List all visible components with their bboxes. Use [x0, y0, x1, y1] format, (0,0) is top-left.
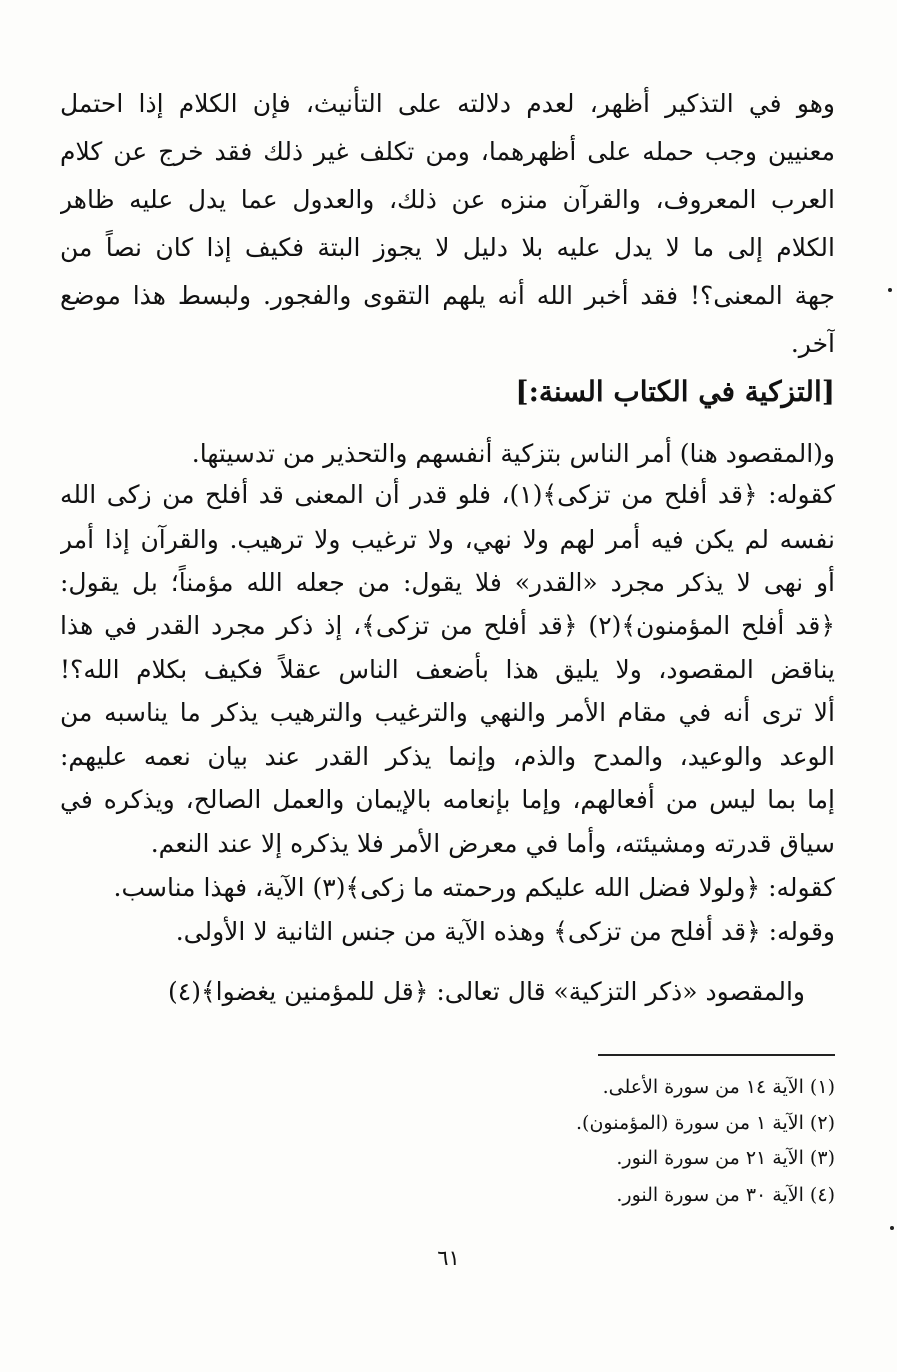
- text-line: كقوله: ﴿ولولا فضل الله عليكم ورحمته ما زكى﴾(٣) الآية، فهذا مناسب.: [113, 873, 835, 902]
- scan-speck: [888, 288, 892, 292]
- text-line: الكلام إلى ما لا يدل عليه بلا دليل لا يجوز البتة فكيف إذا كان نصاً من: [60, 233, 835, 262]
- footnote-separator: [598, 1054, 835, 1056]
- text-line: سياق قدرته ومشيئته، وأما في معرض الأمر فلا يذكره إلا عند النعم.: [150, 829, 835, 858]
- text-line: آخر.: [790, 329, 835, 358]
- footnote: (١) الآية ١٤ من سورة الأعلى.: [602, 1076, 835, 1098]
- text-line: معنيين وجب حمله على أظهرهما، ومن تكلف غير ذلك فقد خرج عن كلام: [60, 137, 835, 166]
- text-line: إما بما ليس من أفعالهم، وإما بإنعامه بالإيمان والعمل الصالح، ويذكره في: [60, 785, 835, 814]
- text-line: و(المقصود هنا) أمر الناس بتزكية أنفسهم والتحذير من تدسيتها.: [191, 439, 835, 468]
- scan-speck: [890, 1226, 894, 1230]
- footnote: (٣) الآية ٢١ من سورة النور.: [616, 1147, 835, 1169]
- text-line: أو نهى لا يذكر مجرد «القدر» فلا يقول: من جعله الله مؤمناً؛ بل يقول:: [60, 568, 835, 597]
- footnote: (٢) الآية ١ من سورة (المؤمنون).: [576, 1112, 835, 1134]
- text-line: يناقض المقصود، ولا يليق هذا بأضعف الناس عقلاً فكيف بكلام الله؟!: [60, 655, 835, 684]
- text-line: كقوله: ﴿قد أفلح من تزكى﴾(١)، فلو قدر أن المعنى قد أفلح من زكى الله: [60, 480, 835, 509]
- text-line: الوعد والوعيد، والمدح والذم، وإنما يذكر القدر عند بيان نعمه عليهم:: [60, 742, 835, 771]
- text-line: جهة المعنى؟! فقد أخبر الله أنه يلهم التقوى والفجور. ولبسط هذا موضع: [60, 281, 835, 310]
- text-line: وقوله: ﴿قد أفلح من تزكى﴾ وهذه الآية من جنس الثانية لا الأولى.: [175, 917, 835, 946]
- text-line: والمقصود «ذكر التزكية» قال تعالى: ﴿قل للمؤمنين يغضوا﴾(٤): [168, 977, 805, 1006]
- footnote: (٤) الآية ٣٠ من سورة النور.: [616, 1184, 835, 1206]
- section-heading: [التزكية في الكتاب السنة:]: [515, 375, 835, 408]
- text-line: نفسه لم يكن فيه أمر لهم ولا نهي، ولا ترغيب ولا ترهيب. والقرآن إذا أمر: [60, 525, 835, 554]
- text-line: العرب المعروف، والقرآن منزه عن ذلك، والعدول عما يدل عليه ظاهر: [60, 185, 835, 214]
- text-line: وهو في التذكير أظهر، لعدم دلالته على التأنيث، فإن الكلام إذا احتمل: [60, 89, 835, 118]
- page-number: ٦١: [437, 1246, 460, 1270]
- text-line: ألا ترى أنه في مقام الأمر والنهي والترغيب والترهيب يذكر ما يناسبه من: [60, 698, 835, 727]
- text-line: ﴿قد أفلح المؤمنون﴾(٢) ﴿قد أفلح من تزكى﴾، إذ ذكر مجرد القدر في هذا: [60, 611, 835, 640]
